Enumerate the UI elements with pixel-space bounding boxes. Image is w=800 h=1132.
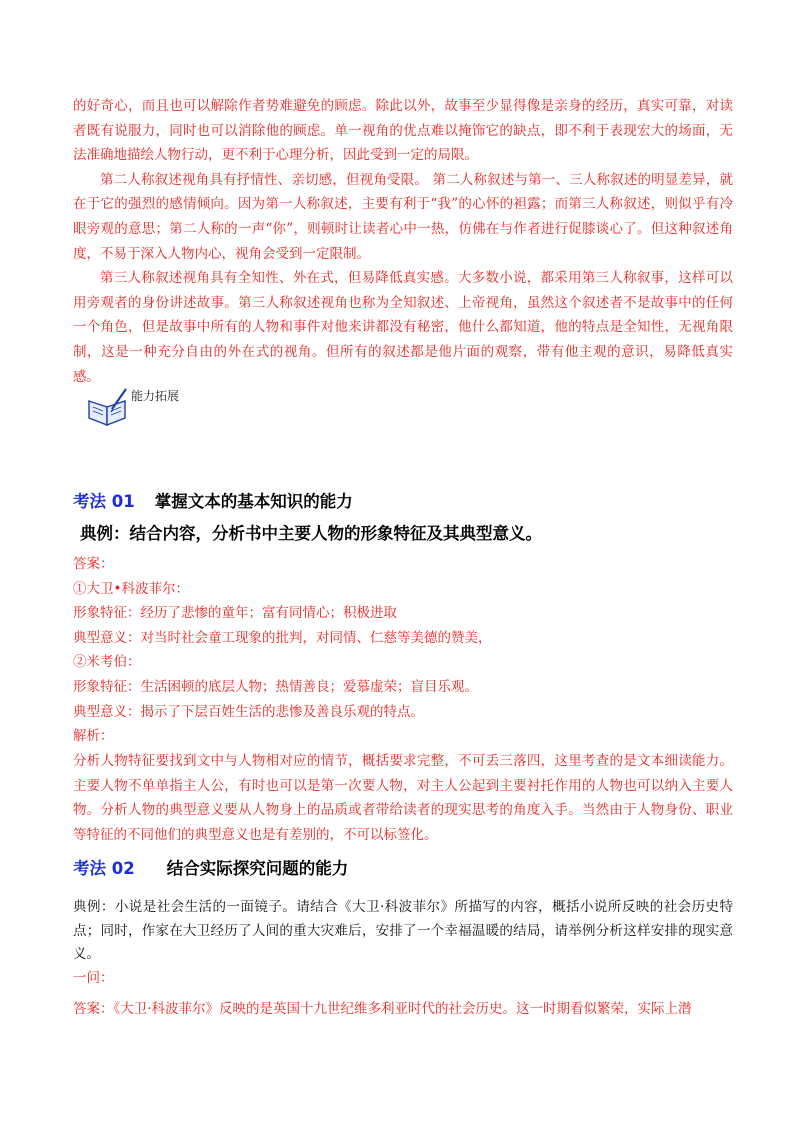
analysis-label: 解析： bbox=[73, 728, 114, 745]
kaofa-01-analysis bbox=[73, 749, 733, 847]
ability-extension-label: 能力拓展 bbox=[131, 389, 180, 403]
kaofa-02-title: 结合实际探究问题的能力 bbox=[166, 859, 349, 878]
character-1-significance: 典型意义：对当时社会童工现象的批判，对同情、仁慈等美德的赞美， bbox=[73, 629, 492, 646]
intro-paragraph-1: 的好奇心，而且也可以解除作者势难避免的顾虑。除此以外，故事至少显得像是亲身的经历，真实可靠，对读者既有说服力，同时也可以消除他的顾虑。单一视角的优点难以掩饰它的缺点，即不利于表现宏大的场面，无法准确地描绘人物行动，更不利于心理分析，因此受到一定的局限。 bbox=[73, 98, 733, 164]
kaofa-01-number: 考法 01 bbox=[73, 492, 135, 511]
analysis-paragraph: 分析人物特征要找到文中与人物相对应的情节，概括要求完整，不可丢三落四，这里考查的是文本细读能力。主要人物不单单指主人公，有时也可以是第一次要人物，对主人公起到主要衬托作用的人物也可以纳入主要人物。分析人物的典型意义要从人物身上的品质或者带给读者的现实思考的角度入手。当然由于人物身份、职业等特征的不同他们的典型意义也是有差别的，不可以标签化。 bbox=[73, 753, 733, 843]
kaofa-01-heading bbox=[73, 488, 353, 512]
intro-section bbox=[73, 94, 733, 389]
intro-paragraph-3: 第三人称叙述视角具有全知性、外在式，但易降低真实感。大多数小说，都采用第三人称叙事，这样可以用旁观者的身份讲述故事。第三人称叙述视角也称为全知叙述、上帝视角，虽然这个叙述者不是故事中的任何一个角色，但是故事中所有的人物和事件对他来讲都没有秘密，他什么都知道，他的特点是全知性，无视角限制，这是一种充分自由的外在式的视角。但所有的叙述都是他片面的观察，带有他主观的意识，易降低真实感。 bbox=[73, 270, 733, 385]
first-question-label: 一问： bbox=[73, 970, 114, 986]
ability-extension-marker bbox=[86, 387, 286, 427]
kaofa-01-title: 掌握文本的基本知识的能力 bbox=[154, 492, 353, 511]
character-2-significance: 典型意义：揭示了下层百姓生活的悲惨及善良乐观的特点。 bbox=[73, 703, 424, 720]
kaofa-01-example-question: 典例：结合内容，分析书中主要人物的形象特征及其典型意义。 bbox=[80, 524, 542, 543]
character-2-traits: 形象特征：生活困顿的底层人物；热情善良；爱慕虚荣；盲目乐观。 bbox=[73, 678, 478, 695]
answer-label: 答案： bbox=[73, 556, 114, 572]
character-2-name: ②米考伯： bbox=[73, 654, 141, 671]
character-1-name: ①大卫•科波菲尔： bbox=[73, 580, 189, 597]
kaofa-02-example-question: 典例：小说是社会生活的一面镜子。请结合《大卫·科波菲尔》所描写的内容，概括小说所反映的社会历史特点；同时，作家在大卫经历了人间的重大灾难后，安排了一个幸福温暖的结局，请举例分析这样安排的现实意义。 bbox=[73, 899, 733, 962]
character-1-traits: 形象特征：经历了悲惨的童年；富有同情心；积极进取 bbox=[73, 605, 397, 622]
first-question-answer: 答案：《大卫·科波菲尔》反映的是英国十九世纪维多利亚时代的社会历史。这一时期看似繁荣，实际上潜 bbox=[73, 1000, 692, 1017]
kaofa-02-answer-block bbox=[73, 966, 733, 1021]
intro-paragraph-2: 第二人称叙述视角具有抒情性、亲切感，但视角受限。 第二人称叙述与第一、三人称叙述的明显差异，就在于它的强烈的感情倾向。因为第一人称叙述，主要有利于“我”的心怀的袒露；而第三人称叙述，则似乎有冷眼旁观的意思；第二人称的一声“你”，则顿时让读者心中一热，仿佛在与作者进行促膝谈心了。但这种叙述角度，不易于深入人物内心，视角会受到一定限制。 bbox=[73, 171, 733, 262]
open-book-pen-icon bbox=[86, 387, 130, 427]
kaofa-02-heading bbox=[73, 855, 348, 879]
kaofa-02-number: 考法 02 bbox=[73, 859, 135, 878]
kaofa-01-answer-block bbox=[73, 552, 733, 749]
